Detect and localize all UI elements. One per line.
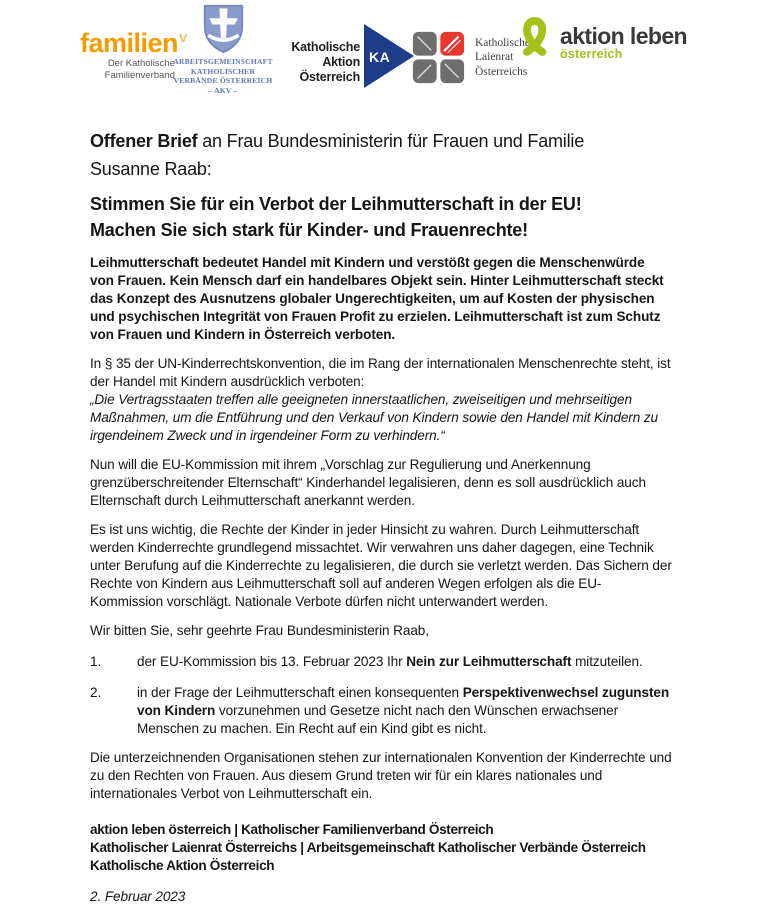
list-item-1-post: mitzuteilen.	[571, 654, 643, 669]
un-convention-quote: „Die Vertragsstaaten treffen alle geeigneten innerstaatlichen, zweiseitigen und mehrseitigen Maßnahmen, um die Entführung und den Verkauf von Kindern sowie den Handel mit Kindern zu irgendeinem Zweck und in irgendeiner Form zu verhindern.“	[90, 392, 659, 443]
list-item-2-pre: in der Frage der Leihmutterschaft einen konsequenten	[137, 685, 463, 700]
paragraph-lead: Leihmutterschaft bedeutet Handel mit Kindern und verstößt gegen die Menschenwürde von Frauen. Kein Mensch darf ein handelbares Objekt sein. Hinter Leihmutterschaft steckt das Konzept des Ausnutzens globaler Ungerechtigkeiten, um auf Kosten der physischen und psychischen Integrität von Frauen Profit zu erzielen. Leihmutterschaft ist zum Schutz von Frauen und Kindern in Österreich verboten.	[90, 255, 664, 342]
laienrat-squares-icon	[412, 31, 465, 84]
letter-title	[90, 127, 672, 183]
list-item-1-text	[137, 653, 672, 671]
headline-line1: Stimmen Sie für ein Verbot der Leihmutterschaft in der EU!	[90, 194, 582, 214]
list-item-2-text	[137, 684, 672, 738]
akv-text-line1: ARBEITSGEMEINSCHAFT	[173, 57, 273, 66]
akv-text-line3: VERBÄNDE ÖSTERREICH	[173, 76, 273, 86]
ka-monogram: KA	[369, 49, 391, 65]
familienverband-subtitle-line2: Familienverband	[104, 69, 175, 81]
katholische-aktion-label-line2: Österreich	[299, 70, 360, 84]
aktion-leben-ribbon-icon	[520, 15, 551, 58]
paragraph-un-convention	[90, 355, 672, 445]
akv-shield-icon	[201, 4, 246, 54]
laienrat-text-line1: Katholischer	[475, 36, 534, 49]
signatories	[90, 821, 672, 875]
logo-bar	[0, 0, 761, 100]
aktion-leben-logo	[520, 15, 687, 61]
letter-title-bold: Offener Brief	[90, 131, 198, 151]
familienverband-name: familien	[80, 28, 179, 58]
paragraph-eu-commission: Nun will die EU-Kommission mit ihrem „Vorschlag zur Regulierung und Anerkennung grenzüberschreitender Elternschaft“ Kinderhandel legalisieren, denn es soll ausdrücklich auch Elternschaft durch Leihmutterschaft anerkannt werden.	[90, 457, 646, 508]
letter-date: 2. Februar 2023	[90, 889, 186, 904]
familienverband-subtitle-line1: Der Katholische	[107, 58, 175, 69]
letter-headline	[90, 191, 672, 243]
list-item-1	[90, 653, 672, 671]
aktion-leben-name: aktion leben	[560, 23, 687, 49]
katholische-aktion-label	[274, 40, 360, 85]
katholische-aktion-label-line1: Katholische Aktion	[291, 40, 360, 69]
letter-body	[90, 127, 672, 906]
signatories-line2: Katholischer Laienrat Österreichs | Arbeitsgemeinschaft Katholischer Verbände Österreich	[90, 840, 646, 855]
list-item-2	[90, 684, 672, 738]
list-item-1-pre: der EU-Kommission bis 13. Februar 2023 Ihr	[137, 654, 407, 669]
aktion-leben-subtitle: österreich	[560, 47, 623, 61]
list-item-1-bold: Nein zur Leihmutterschaft	[406, 654, 572, 669]
akv-logo	[171, 4, 275, 95]
letter-title-line2: Susanne Raab:	[90, 159, 212, 179]
familienverband-v-icon: v	[179, 29, 187, 46]
headline-line2: Machen Sie sich stark für Kinder- und Frauenrechte!	[90, 220, 528, 240]
laienrat-logo	[412, 31, 534, 84]
letter-title-rest: an Frau Bundesministerin für Frauen und Familie	[197, 131, 585, 151]
signatories-line1: aktion leben österreich | Katholischer Familienverband Österreich	[90, 822, 494, 837]
list-item-2-bold: Perspektivenwechsel zugunsten von Kindern	[137, 685, 670, 718]
letter-title-line1	[90, 127, 672, 155]
paragraph-children-rights: Es ist uns wichtig, die Rechte der Kinder in jeder Hinsicht zu wahren. Durch Leihmutterschaft werden Kinderrechte grundlegend missachtet. Wir verwahren uns daher dagegen, eine Technik unter Berufung auf die Kinderrechte zu legalisieren, die durch sie verletzt werden. Das Sichern der Rechte von Kindern aus Leihmutterschaft soll auf anderen Wegen erfolgen als die EU-Kommission vorschlägt. Nationale Verbote dürfen nicht unterwandert werden.	[90, 522, 672, 609]
laienrat-text-line2: Laienrat	[475, 51, 514, 64]
aktion-leben-wordmark	[560, 25, 687, 61]
ka-arrow-icon	[364, 24, 414, 93]
closing-paragraph: Die unterzeichnenden Organisationen stehen zur internationalen Konvention der Kinderrechte und zu den Rechten von Frauen. Aus diesem Grund treten wir für ein klares nationales und internationales Verbot von Leihmutterschaft ein.	[90, 750, 672, 801]
list-item-2-post: vorzunehmen und Gesetze nicht nach den Wünschen erwachsener Menschen zu machen. Ein Recht auf ein Kind gibt es nicht.	[137, 703, 619, 736]
akv-logo-text	[171, 57, 275, 95]
list-item-2-number: 2.	[90, 685, 102, 700]
request-intro: Wir bitten Sie, sehr geehrte Frau Bundesministerin Raab,	[90, 623, 429, 638]
un-convention-intro: In § 35 der UN-Kinderrechtskonvention, die im Rang der internationalen Menschenrechte steht, ist der Handel mit Kindern ausdrücklich verboten:	[90, 356, 671, 389]
list-item-1-number: 1.	[90, 654, 102, 669]
akv-text-line4: – AKV –	[208, 85, 238, 95]
akv-text-line2: KATHOLISCHER	[190, 66, 256, 76]
signatories-line3: Katholische Aktion Österreich	[90, 858, 275, 873]
laienrat-text-line3: Österreichs	[475, 65, 528, 78]
